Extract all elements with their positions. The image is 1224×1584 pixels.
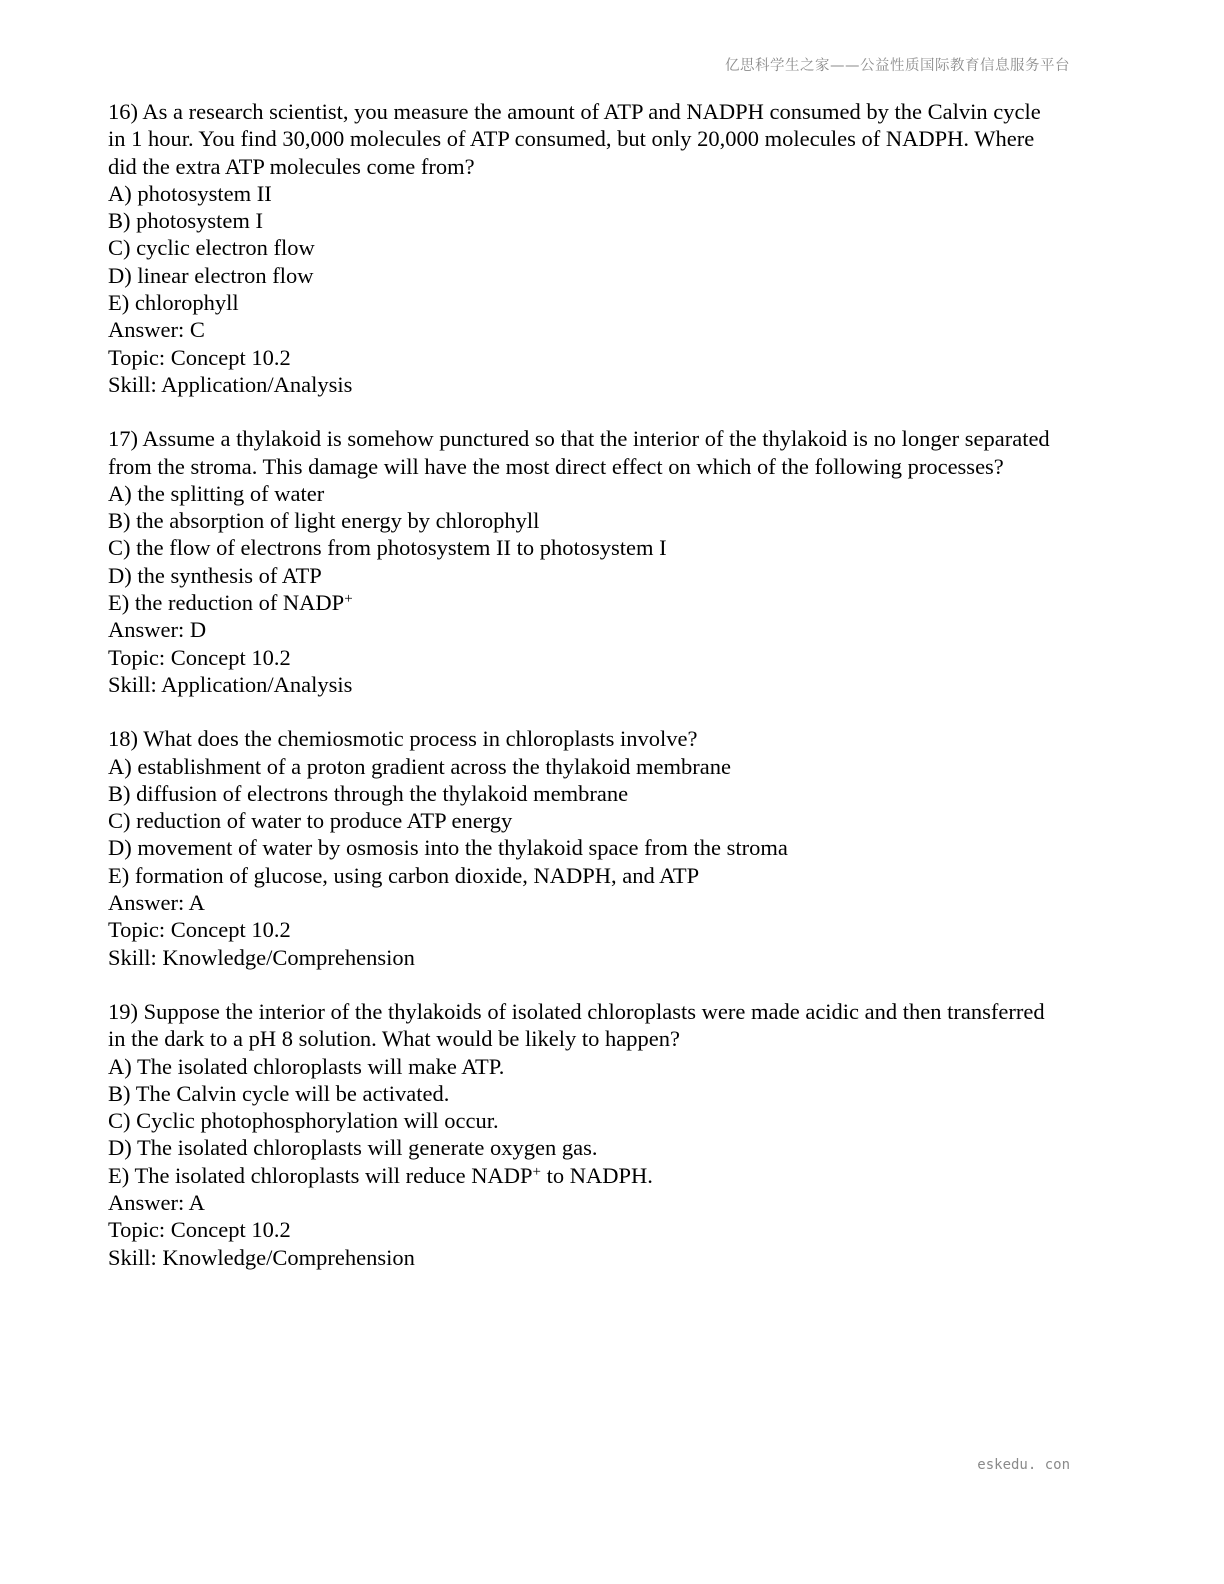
option-b: B) the absorption of light energy by chlorophyll <box>108 508 540 534</box>
topic-line: Topic: Concept 10.2 <box>108 644 291 670</box>
question-text-line: 18) What does the chemiosmotic process in chloroplasts involve? <box>108 726 698 752</box>
question-text <box>108 98 1108 180</box>
question-text-line: in the dark to a pH 8 solution. What would be likely to happen? <box>108 1026 680 1052</box>
topic-line: Topic: Concept 10.2 <box>108 1217 291 1243</box>
site-footer-url: eskedu. con <box>977 1457 1070 1473</box>
option-e: E) formation of glucose, using carbon dioxide, NADPH, and ATP <box>108 862 700 888</box>
option-d: D) linear electron flow <box>108 262 314 288</box>
topic-line: Topic: Concept 10.2 <box>108 917 291 943</box>
option-d: D) movement of water by osmosis into the thylakoid space from the stroma <box>108 835 788 861</box>
skill-line: Skill: Knowledge/Comprehension <box>108 1244 415 1270</box>
question-list <box>108 98 1108 1298</box>
question-text-line: in 1 hour. You find 30,000 molecules of ATP consumed, but only 20,000 molecules of NADPH. Where <box>108 126 1035 152</box>
question-16 <box>108 98 1108 398</box>
option-a: A) the splitting of water <box>108 480 325 506</box>
option-c: C) reduction of water to produce ATP energy <box>108 808 513 834</box>
option-c: C) cyclic electron flow <box>108 235 315 261</box>
answer-line: Answer: A <box>108 890 205 916</box>
skill-line: Skill: Application/Analysis <box>108 371 353 397</box>
question-text <box>108 425 1108 480</box>
question-text-line: did the extra ATP molecules come from? <box>108 153 475 179</box>
option-a: A) The isolated chloroplasts will make ATP. <box>108 1053 505 1079</box>
superscript-plus: + <box>344 591 353 608</box>
option-c: C) Cyclic photophosphorylation will occur. <box>108 1108 499 1134</box>
question-text-line: 17) Assume a thylakoid is somehow punctured so that the interior of the thylakoid is no longer separated <box>108 426 1050 452</box>
question-text <box>108 998 1108 1053</box>
option-e: E) the reduction of NADP+ <box>108 590 353 616</box>
option-e: E) The isolated chloroplasts will reduce NADP+ to NADPH. <box>108 1162 653 1188</box>
skill-line: Skill: Application/Analysis <box>108 671 353 697</box>
option-a: A) establishment of a proton gradient across the thylakoid membrane <box>108 753 731 779</box>
option-e: E) chlorophyll <box>108 290 239 316</box>
question-text-line: 16) As a research scientist, you measure the amount of ATP and NADPH consumed by the Calvin cycle <box>108 99 1041 124</box>
question-text <box>108 725 1108 752</box>
answer-line: Answer: A <box>108 1189 205 1215</box>
site-header: 亿思科学生之家——公益性质国际教育信息服务平台 <box>725 58 1070 74</box>
question-text-line: 19) Suppose the interior of the thylakoids of isolated chloroplasts were made acidic and then transferred <box>108 998 1045 1024</box>
question-19 <box>108 998 1108 1271</box>
answer-line: Answer: D <box>108 617 207 643</box>
answer-line: Answer: C <box>108 317 205 343</box>
skill-line: Skill: Knowledge/Comprehension <box>108 944 415 970</box>
option-a: A) photosystem II <box>108 180 272 206</box>
topic-line: Topic: Concept 10.2 <box>108 344 291 370</box>
question-18 <box>108 725 1108 971</box>
option-b: B) diffusion of electrons through the thylakoid membrane <box>108 780 629 806</box>
superscript-plus: + <box>532 1163 541 1180</box>
question-17 <box>108 425 1108 698</box>
option-c: C) the flow of electrons from photosystem II to photosystem I <box>108 535 667 561</box>
option-b: B) The Calvin cycle will be activated. <box>108 1080 450 1106</box>
option-d: D) The isolated chloroplasts will generate oxygen gas. <box>108 1135 598 1161</box>
option-d: D) the synthesis of ATP <box>108 562 322 588</box>
question-text-line: from the stroma. This damage will have the most direct effect on which of the following processes? <box>108 453 1004 479</box>
option-b: B) photosystem I <box>108 208 263 234</box>
